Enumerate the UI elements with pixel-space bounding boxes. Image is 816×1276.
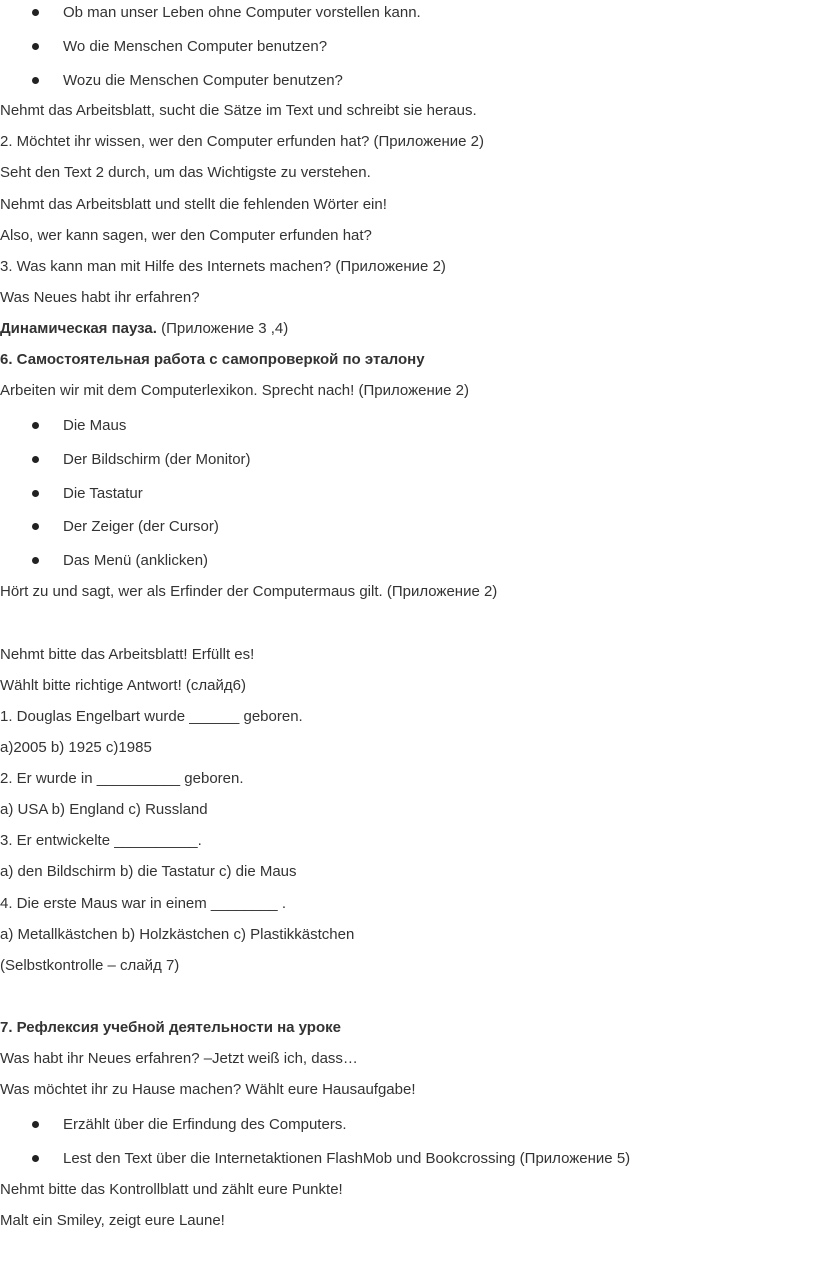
paragraph-rest: (Приложение 3 ,4): [156, 320, 289, 337]
list-item-text: Wozu die Menschen Computer benutzen?: [63, 72, 343, 89]
list-item-text: Die Tastatur: [63, 485, 143, 502]
quiz-question: 3. Er entwickelte __________.: [0, 832, 202, 849]
paragraph: Nehmt das Arbeitsblatt und stellt die fehlenden Wörter ein!: [0, 196, 387, 213]
bullet-icon: [32, 1121, 39, 1128]
bullet-icon: [32, 77, 39, 84]
bullet-icon: [32, 456, 39, 463]
list-item-text: Das Menü (anklicken): [63, 552, 209, 569]
quiz-question: 2. Er wurde in __________ geboren.: [0, 770, 244, 787]
paragraph: Seht den Text 2 durch, um das Wichtigste zu verstehen.: [0, 164, 371, 181]
list-item-text: Die Maus: [63, 417, 127, 434]
paragraph: Nehmt das Arbeitsblatt, sucht die Sätze im Text und schreibt sie heraus.: [0, 102, 477, 119]
list-item-text: Ob man unser Leben ohne Computer vorstellen kann.: [63, 4, 421, 21]
paragraph: Nehmt bitte das Kontrollblatt und zählt eure Punkte!: [0, 1181, 343, 1198]
bullet-icon: [32, 523, 39, 530]
bullet-icon: [32, 490, 39, 497]
list-item-text: Lest den Text über die Internetaktionen FlashMob und Bookcrossing (Приложение 5): [63, 1150, 631, 1167]
bullet-icon: [32, 422, 39, 429]
list-item-text: Erzählt über die Erfindung des Computers.: [63, 1116, 347, 1133]
section-heading: 7. Рефлексия учебной деятельности на уроке: [0, 1019, 341, 1036]
quiz-answers: a) Metallkästchen b) Holzkästchen c) Plastikkästchen: [0, 926, 355, 943]
bullet-icon: [32, 1155, 39, 1162]
paragraph: Was habt ihr Neues erfahren? –Jetzt weiß ich, dass…: [0, 1050, 358, 1067]
paragraph: Hört zu und sagt, wer als Erfinder der Computermaus gilt. (Приложение 2): [0, 583, 498, 600]
paragraph: 2. Möchtet ihr wissen, wer den Computer erfunden hat? (Приложение 2): [0, 133, 485, 150]
list-item-text: Der Zeiger (der Cursor): [63, 518, 219, 535]
paragraph: Malt ein Smiley, zeigt eure Laune!: [0, 1212, 225, 1229]
list-item-text: Wo die Menschen Computer benutzen?: [63, 38, 328, 55]
paragraph: Was möchtet ihr zu Hause machen? Wählt eure Hausaufgabe!: [0, 1081, 416, 1098]
paragraph: Wählt bitte richtige Antwort! (слайд6): [0, 677, 246, 694]
quiz-question: 4. Die erste Maus war in einem ________ .: [0, 895, 286, 912]
paragraph: Was Neues habt ihr erfahren?: [0, 289, 200, 306]
quiz-answers: a)2005 b) 1925 c)1985: [0, 739, 152, 756]
paragraph: (Selbstkontrolle – слайд 7): [0, 957, 180, 974]
list-item-text: Der Bildschirm (der Monitor): [63, 451, 251, 468]
quiz-question: 1. Douglas Engelbart wurde ______ geboren.: [0, 708, 303, 725]
paragraph: Arbeiten wir mit dem Computerlexikon. Sprecht nach! (Приложение 2): [0, 382, 469, 399]
paragraph: Nehmt bitte das Arbeitsblatt! Erfüllt es!: [0, 646, 255, 663]
quiz-answers: a) den Bildschirm b) die Tastatur c) die Maus: [0, 863, 297, 880]
section-heading: 6. Самостоятельная работа с самопроверкой по эталону: [0, 351, 425, 368]
bullet-icon: [32, 9, 39, 16]
quiz-answers: a) USA b) England c) Russland: [0, 801, 208, 818]
paragraph: Also, wer kann sagen, wer den Computer erfunden hat?: [0, 227, 372, 244]
bullet-icon: [32, 43, 39, 50]
paragraph: 3. Was kann man mit Hilfe des Internets machen? (Приложение 2): [0, 258, 446, 275]
bold-label: Динамическая пауза.: [0, 320, 157, 337]
bullet-icon: [32, 557, 39, 564]
paragraph: [0, 320, 288, 338]
